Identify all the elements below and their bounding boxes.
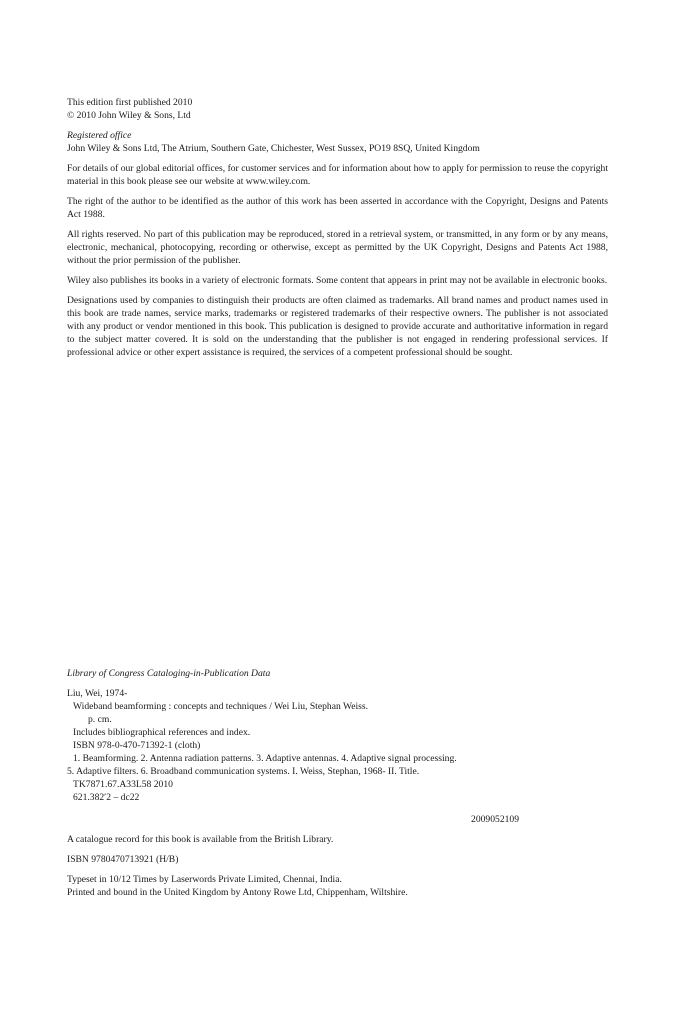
cip-data-block bbox=[67, 667, 527, 826]
cip-lc-class: TK7871.67.A33L58 2010 bbox=[73, 779, 173, 790]
cip-title: Wideband beamforming : concepts and techniques / Wei Liu, Stephan Weiss. bbox=[73, 701, 369, 712]
electronic-formats-paragraph: Wiley also publishes its books in a variety of electronic formats. Some content that appears in print may not be available in electronic books. bbox=[67, 275, 608, 286]
cip-subjects-2: 5. Adaptive filters. 6. Broadband communication systems. I. Weiss, Stephan, 1968- II. Title. bbox=[67, 766, 420, 777]
copyright-page-bottom bbox=[67, 833, 608, 906]
author-rights-paragraph: The right of the author to be identified as the author of this work has been asserted in accordance with the Copyright, Designs and Patents Act 1988. bbox=[67, 196, 608, 220]
typeset-line: Typeset in 10/12 Times by Laserwords Private Limited, Chennai, India. bbox=[67, 874, 342, 885]
cip-includes: Includes bibliographical references and index. bbox=[73, 727, 251, 738]
catalogue-record: A catalogue record for this book is available from the British Library. bbox=[67, 834, 334, 845]
edition-line: This edition first published 2010 bbox=[67, 97, 193, 108]
trademarks-paragraph: Designations used by companies to distinguish their products are often claimed as trademarks. All brand names and product names used in this book are trade names, service marks, trademarks or registered trademarks of their respective owners. The publisher is not associated with any product or vendor mentioned in this book. This publication is designed to provide accurate and authoritative information in regard to the subject matter covered. It is sold on the understanding that the publisher is not engaged in rendering professional services. If professional advice or other expert assistance is required, the services of a competent professional should be sought. bbox=[67, 295, 608, 358]
registered-office-heading: Registered office bbox=[67, 130, 132, 141]
typeset-block bbox=[67, 873, 608, 899]
cip-subjects-1: 1. Beamforming. 2. Antenna radiation patterns. 3. Adaptive antennas. 4. Adaptive signal processing. bbox=[73, 753, 457, 764]
printed-line: Printed and bound in the United Kingdom by Antony Rowe Ltd, Chippenham, Wiltshire. bbox=[67, 887, 408, 898]
cip-isbn: ISBN 978-0-470-71392-1 (cloth) bbox=[73, 740, 201, 751]
registered-office-address: John Wiley & Sons Ltd, The Atrium, Southern Gate, Chichester, West Sussex, PO19 8SQ, United Kingdom bbox=[67, 143, 480, 154]
cip-author: Liu, Wei, 1974- bbox=[67, 688, 128, 699]
edition-block bbox=[67, 96, 608, 122]
isbn-line: ISBN 9780470713921 (H/B) bbox=[67, 854, 179, 865]
registered-office-block bbox=[67, 129, 608, 155]
cip-dewey: 621.382′2 – dc22 bbox=[73, 792, 140, 803]
editorial-offices-paragraph: For details of our global editorial offices, for customer services and for information about how to apply for permission to reuse the copyright material in this book please see our website at www.wiley.com. bbox=[67, 163, 608, 187]
cip-pages: p. cm. bbox=[88, 714, 112, 725]
cip-heading: Library of Congress Cataloging-in-Publication Data bbox=[67, 668, 271, 679]
all-rights-reserved-paragraph: All rights reserved. No part of this publication may be reproduced, stored in a retrieval system, or transmitted, in any form or by any means, electronic, mechanical, photocopying, recording or otherwise, except as permitted by the UK Copyright, Designs and Patents Act 1988, without the prior permission of the publisher. bbox=[67, 229, 608, 266]
copyright-page-top bbox=[67, 96, 608, 366]
cip-record-number: 2009052109 bbox=[471, 814, 519, 825]
copyright-line: © 2010 John Wiley & Sons, Ltd bbox=[67, 110, 191, 121]
